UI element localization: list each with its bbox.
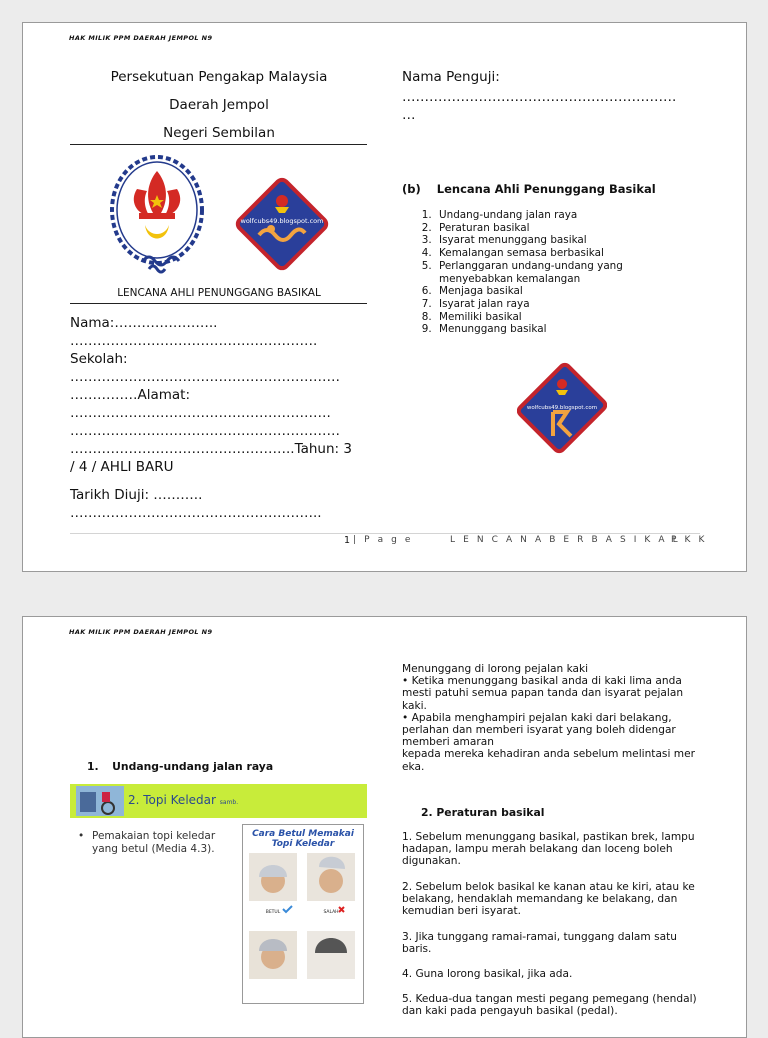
- badge-title: LENCANA AHLI PENUNGGANG BASIKAL: [117, 287, 321, 299]
- list-item: 5. Perlanggaran undang-undang yang menyebabkan kemalangan: [435, 260, 665, 285]
- footer-divider: [70, 533, 700, 534]
- section-b-marker: (b): [402, 182, 421, 196]
- badge-watermark: wolfcubs49.blogspot.com: [526, 405, 598, 411]
- rule-item: 2. Sebelum belok basikal ke kanan atau ke kiri, atau ke belakang, hendaklah memandang ke belakang, dan kemudian beri isyarat.: [402, 881, 695, 918]
- list-item: 4. Kemalangan semasa berbasikal: [435, 247, 665, 260]
- slide-bullet: • Pemakaian topi keledar yang betul (Media 4.3).: [78, 830, 228, 855]
- wrong-label: SALAH: [323, 910, 339, 915]
- requirements-list: [411, 209, 665, 336]
- poster-title: Cara Betul Memakai Topi Keledar: [252, 829, 354, 849]
- list-item: 2. Peraturan basikal: [435, 222, 665, 235]
- footer-title: L E N C A N A B E R B A S I K A L: [450, 535, 681, 545]
- footer-right: P K K: [671, 535, 707, 545]
- section-1-title: Undang-undang jalan raya: [112, 760, 274, 773]
- section-b-heading: [402, 182, 656, 196]
- page-label: | P a g e: [353, 535, 414, 545]
- slide-title-sub: samb.: [219, 799, 239, 806]
- rule-item: 1. Sebelum menunggang basikal, pastikan brek, lampu hadapan, lampu merah belakang dan loceng boleh digunakan.: [402, 831, 695, 868]
- examiner-dots-2: …: [402, 107, 416, 123]
- field-ahli: / 4 / AHLI BARU: [70, 459, 174, 475]
- page-number: 1: [344, 535, 351, 546]
- list-item: 9. Menunggang basikal: [435, 323, 665, 336]
- cyclist-badge-logo: [227, 169, 337, 279]
- page-header: HAK MILIK PPM DAERAH JEMPOL N9: [69, 628, 213, 636]
- helmet-photos: [249, 853, 357, 999]
- helmet-poster: [242, 824, 364, 1004]
- document-page-2: [22, 616, 747, 1038]
- section-1-heading: [87, 760, 273, 773]
- badge-watermark: wolfcubs49.blogspot.com: [240, 217, 324, 225]
- field-alamat[interactable]: ……………Alamat:: [70, 387, 191, 403]
- rule-item: 3. Jika tunggang ramai-ramai, tunggang dalam satu baris.: [402, 931, 677, 956]
- page-header: HAK MILIK PPM DAERAH JEMPOL N9: [69, 34, 213, 42]
- rules-heading: 2. Peraturan basikal: [421, 806, 545, 819]
- field-tahun[interactable]: …………………………………………..Tahun: 3: [70, 441, 352, 457]
- org-state: Negeri Sembilan: [163, 125, 275, 141]
- list-item: 1. Undang-undang jalan raya: [435, 209, 665, 222]
- field-alamat-dots-2: ……………………………………………………: [70, 423, 340, 439]
- rule-item: 4. Guna lorong basikal, jika ada.: [402, 968, 573, 980]
- slide-image: [70, 784, 367, 1010]
- rule-item: 5. Kedua-dua tangan mesti pegang pemegang (hendal) dan kaki pada pengayuh basikal (pedal).: [402, 993, 697, 1018]
- field-tarikh-dots: ………………………………………………..: [70, 505, 322, 521]
- field-alamat-dots-1: ………………………………………………….: [70, 405, 331, 421]
- section-b-title: Lencana Ahli Penunggang Basikal: [436, 182, 656, 196]
- cyclist-photo-icon: [76, 786, 124, 816]
- list-item: 6. Menjaga basikal: [435, 285, 665, 298]
- scout-emblem-logo: [107, 153, 207, 277]
- examiner-dots[interactable]: …………………………………………………….: [402, 89, 677, 105]
- slide-title-text: 2. Topi Keledar: [128, 793, 216, 807]
- list-item: 7. Isyarat jalan raya: [435, 298, 665, 311]
- field-sekolah[interactable]: Sekolah:: [70, 351, 128, 367]
- right-label: BETUL: [265, 910, 281, 915]
- examiner-label: Nama Penguji:: [402, 69, 500, 85]
- divider: [70, 303, 367, 304]
- slide-title: [128, 793, 238, 807]
- list-item: 3. Isyarat menunggang basikal: [435, 234, 665, 247]
- divider: [70, 144, 367, 145]
- org-district: Daerah Jempol: [169, 97, 269, 113]
- slide-bullet-text: Pemakaian topi keledar yang betul (Media 4.3).: [92, 830, 216, 855]
- field-sekolah-dots: ……………………………………………………: [70, 369, 340, 385]
- document-page-1: [22, 22, 747, 572]
- section-1-number: 1.: [87, 760, 99, 773]
- list-item: 8. Memiliki basikal: [435, 311, 665, 324]
- field-nama[interactable]: Nama:…………………..: [70, 315, 218, 331]
- cyclist-badge-logo-2: [517, 350, 607, 466]
- pedestrian-text: Menunggang di lorong pejalan kaki • Ketika menunggang basikal anda di kaki lima anda mesti patuhi semua papan tanda dan isyarat pejalan kaki. • Apabila menghampiri pejalan kaki dari belakang, perlahan dan memberi isyarat yang boleh didengar memberi amaran kepada mereka kehadiran anda sebelum melintasi mer eka.: [402, 663, 695, 773]
- org-name: Persekutuan Pengakap Malaysia: [110, 69, 328, 85]
- field-tarikh[interactable]: Tarikh Diuji: ………..: [70, 487, 203, 503]
- field-nama-dots: ……………………………………………….: [70, 333, 318, 349]
